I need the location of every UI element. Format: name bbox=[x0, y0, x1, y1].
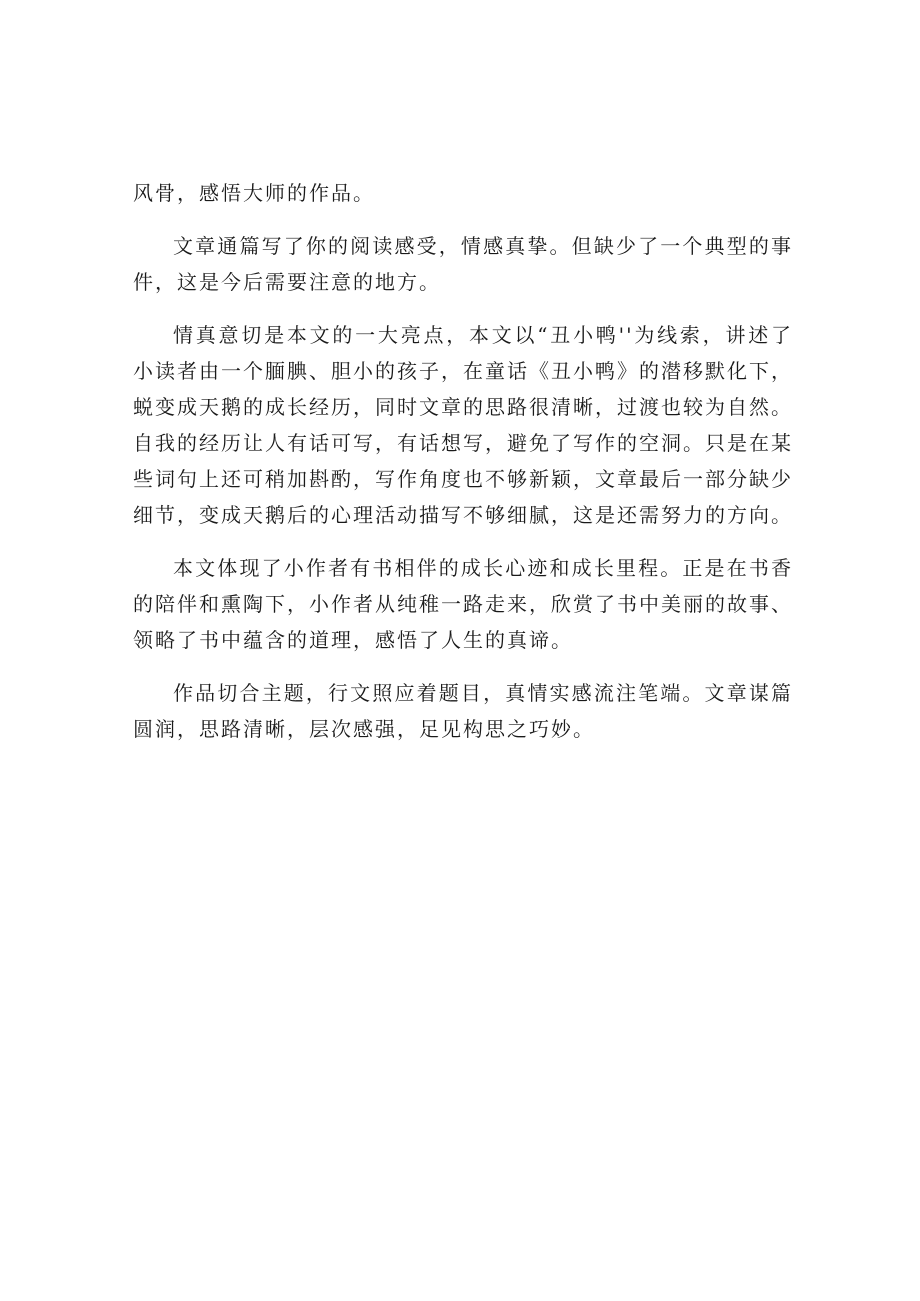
paragraph-comment-1: 文章通篇写了你的阅读感受，情感真挚。但缺少了一个典型的事件，这是今后需要注意的地方。 bbox=[133, 234, 793, 294]
paragraph-comment-4: 作品切合主题，行文照应着题目，真情实感流注笔端。文章谋篇圆润，思路清晰，层次感强，足见构思之巧妙。 bbox=[133, 681, 793, 741]
paragraph-comment-2: 情真意切是本文的一大亮点，本文以“丑小鸭''为线索，讲述了小读者由一个腼腆、胆小的孩子，在童话《丑小鸭》的潜移默化下，蜕变成天鹅的成长经历，同时文章的思路很清晰，过渡也较为自然。自我的经历让人有话可写，有话想写，避免了写作的空洞。只是在某些词句上还可稍加斟酌，写作角度也不够新颖，文章最后一部分缺少细节，变成天鹅后的心理活动描写不够细腻，这是还需努力的方向。 bbox=[133, 323, 793, 527]
paragraph-continued: 风骨，感悟大师的作品。 bbox=[133, 181, 375, 205]
paragraph-comment-3: 本文体现了小作者有书相伴的成长心迹和成长里程。正是在书香的陪伴和熏陶下，小作者从纯稚一路走来，欣赏了书中美丽的故事、领略了书中蕴含的道理，感悟了人生的真谛。 bbox=[133, 556, 793, 652]
document-body bbox=[133, 175, 793, 764]
